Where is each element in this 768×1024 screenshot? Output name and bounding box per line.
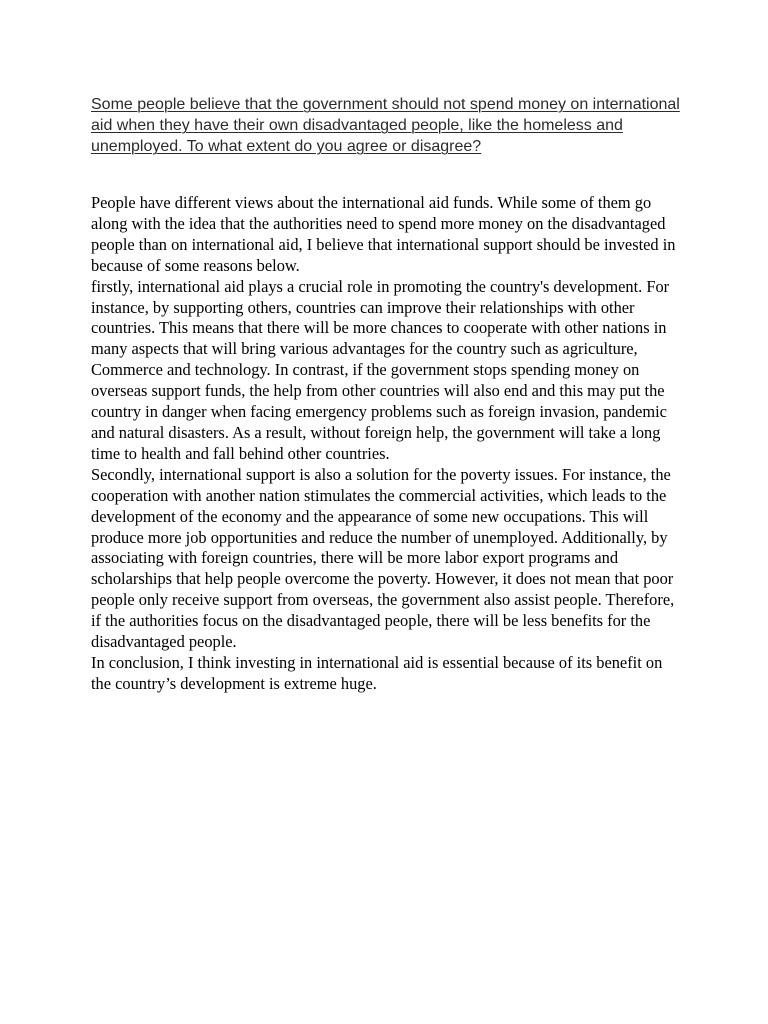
- essay-prompt: Some people believe that the government should not spend money on international aid when they have their own disadvantaged people, like the homeless and unemployed. To what extent do you agree or disagree?: [91, 96, 680, 155]
- essay-paragraph-first-reason: firstly, international aid plays a crucial role in promoting the country's development. For instance, by supporting others, countries can improve their relationships with other countries. This means that there will be more chances to cooperate with other nations in many aspects that will bring various advantages for the country such as agriculture, Commerce and technology. In contrast, if the government stops spending money on overseas support funds, the help from other countries will also end and this may put the country in danger when facing emergency problems such as foreign invasion, pandemic and natural disasters. As a result, without foreign help, the government will take a long time to health and fall behind other countries.: [91, 276, 670, 463]
- essay-paragraph-introduction: People have different views about the international aid funds. While some of them go along with the idea that the authorities need to spend more money on the disadvantaged people than on international aid, I believe that international support should be invested in because of some reasons below.: [91, 193, 676, 275]
- essay-paragraph-second-reason: Secondly, international support is also a solution for the poverty issues. For instance, the cooperation with another nation stimulates the commercial activities, which leads to the development of the economy and the appearance of some new occupations. This will produce more job opportunities and reduce the number of unemployed. Additionally, by associating with foreign countries, there will be more labor export programs and scholarships that help people overcome the poverty. However, it does not mean that poor people only receive support from overseas, the government also assist people. Therefore, if the authorities focus on the disadvantaged people, there will be less benefits for the disadvantaged people.: [91, 464, 675, 652]
- essay-paragraph-conclusion: In conclusion, I think investing in international aid is essential because of its benefit on the country’s development is extreme huge.: [91, 652, 663, 693]
- essay-body: [91, 193, 683, 695]
